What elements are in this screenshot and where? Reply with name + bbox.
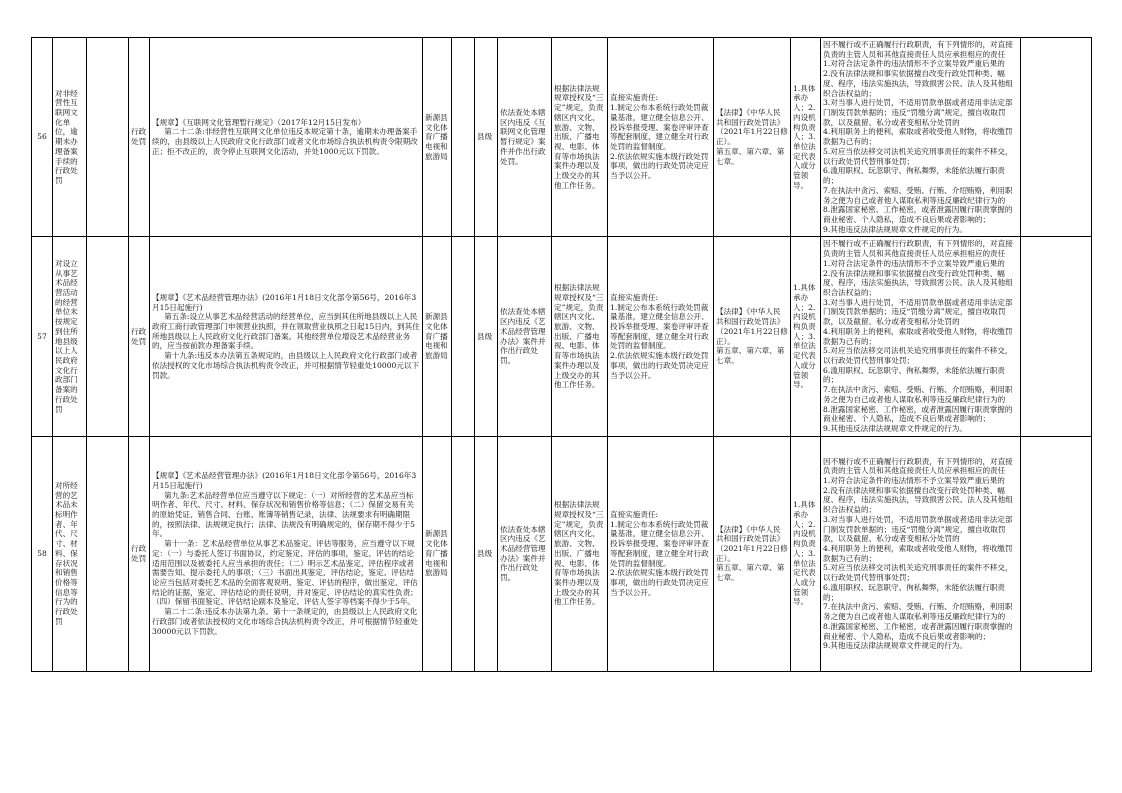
accountability-cases xyxy=(821,237,1021,436)
blank-cell xyxy=(452,38,475,237)
accountability-item: 6.滥用职权、玩忽职守、徇私舞弊，未能依法履行职责的； xyxy=(823,166,1005,186)
item-type: 行政处罚 xyxy=(129,237,150,436)
legal-basis xyxy=(150,237,423,436)
item-name: 对设立从事艺术品经营活动的经营单位未按规定到住所地县级以上人民政府文化行政部门备案的行政处罚 xyxy=(53,237,87,436)
implementing-dept: 新源县文化体育广播电视和旅游局 xyxy=(423,436,452,671)
accountability-item: 7.在执法中贪污、索赔、受贿、行贿、介绍贿赂，利用职务之便为自己或者他人谋取私利等违反廉政纪律行为的 xyxy=(823,385,1013,404)
accountability-item: 7.在执法中贪污、索赔、受贿、行贿、介绍贿赂，利用职务之便为自己或者他人谋取私利等违反廉政纪律行为的 xyxy=(823,602,1013,622)
accountability-item: 8.泄露国家秘密、工作秘密，或者泄露因履行职责掌握的商业秘密、个人隐私，造成不良后果或者影响的； xyxy=(823,621,1013,641)
empty-cell xyxy=(1021,237,1092,436)
responsibility-matter: 依法查处本辖区内违反《互联网文化管理暂行规定》案件并作出行政处罚。 xyxy=(498,38,552,237)
empty-cell xyxy=(1021,436,1092,671)
blank-cell xyxy=(452,237,475,436)
accountability-item: 3.对当事人进行处罚，不适用罚款单据或者适用非法定部门制发罚款单据的；违反“罚缴分离”规定，擅自收取罚款，以及截留、私分或者变相私分处罚的 xyxy=(823,297,1013,327)
accountability-item: 6.滥用职权、玩忽职守、徇私舞弊，未能依法履行职责的； xyxy=(823,365,1005,385)
implementing-dept: 新源县文化体育广播电视和旅游局 xyxy=(423,237,452,436)
item-name: 对所经营的艺术品未标明作者、年代、尺寸、材料、保存状况和销售价格等信息等行为的行政处罚 xyxy=(53,436,87,671)
accountability-item: 1.对符合法定条件的违法情形不予立案导致严重后果的 xyxy=(823,476,1005,485)
accountability-item: 5.对应当依法移交司法机关追究刑事责任的案件不移交，以行政处罚代替刑事处罚； xyxy=(823,346,1013,365)
accountability-item: 1.对符合法定条件的违法情形不予立案导致严重后果的 xyxy=(823,59,1005,69)
accountability-item: 2.没有法律法规和事实依据擅自改变行政处罚种类、幅度、程序，违法实施执法，导致损害公民、法人及其他组织合法权益的； xyxy=(823,485,1013,515)
implementation-duty: 直接实施责任: 1.制定公布本系统行政处罚裁量基准，建立健全信息公开、投诉举报受理、案卷评审评查等配套制度，建立健全对行政处罚的监督制度。 2.依法依规实施本级行政处罚事项，做出的行政处罚决定应当予以公开。 xyxy=(608,436,714,671)
sub-item xyxy=(87,237,129,436)
row-seq: 56 xyxy=(32,38,53,237)
accountability-item: 8.泄露国家秘密、工作秘密，或者泄露因履行职责掌握的商业秘密、个人隐私，造成不良后果或者影响的； xyxy=(823,205,1013,224)
basis-paragraph: 【规章】《艺术品经营管理办法》(2016年1月18日文化部令第56号，2016年3月15日起施行) xyxy=(152,471,417,490)
table-row xyxy=(32,237,1092,436)
accountability-item: 7.在执法中贪污、索赔、受贿、行贿、介绍贿赂，利用职务之便为自己或者他人谋取私利等违反廉政纪律行为的 xyxy=(823,185,1013,205)
duty-basis: 根据法律法规规章授权及“三定”规定，负责辖区内文化、旅游、文物、出版、广播电视、电影、体育等市场执法案件办理以及上级交办的其他工作任务。 xyxy=(552,436,608,671)
responsibility-matter: 依法查处本辖区内违反《艺术品经营管理办法》案件并作出行政处罚。 xyxy=(498,237,552,436)
accountability-item: 5.对应当依法移交司法机关追究刑事责任的案件不移交，以行政处罚代替刑事处罚； xyxy=(823,563,1013,583)
accountability-item: 4.利用职务上的便利，索取或者收受他人财物，将收缴罚款据为己有的； xyxy=(823,326,1013,346)
accountability-item: 因不履行或不正确履行行政职责，有下列情形的，对直接负责的主管人员和其他直接责任人员应承担相应的责任 xyxy=(823,239,1013,259)
power-list-table xyxy=(31,37,1092,672)
accountability-item: 8.泄露国家秘密、工作秘密，或者泄露因履行职责掌握的商业秘密、个人隐私，造成不良后果或者影响的； xyxy=(823,404,1013,424)
sub-item xyxy=(87,436,129,671)
legal-basis xyxy=(150,436,423,671)
row-seq: 58 xyxy=(32,436,53,671)
law-reference: 【法律】《中华人民共和国行政处罚法》（2021年1月22日修正）。 第五章、第六章、第七章。 xyxy=(714,38,791,237)
implementing-dept: 新源县文化体育广播电视和旅游局 xyxy=(423,38,452,237)
basis-paragraph: 第二十二条:违反本办法第九条、第十一条规定的，由县级以上人民政府文化行政部门或者依法授权的文化市场综合执法机构责令改正，并可根据情节轻重处30000元以下罚款。 xyxy=(152,607,418,636)
basis-paragraph: 【规章】《艺术品经营管理办法》(2016年1月18日文化部令第56号，2016年3月15日起施行) xyxy=(152,292,417,312)
admin-level: 县级 xyxy=(475,436,498,671)
implementation-duty: 直接实施责任: 1.制定公布本系统行政处罚裁量基准，建立健全信息公开、投诉举报受理、案卷评审评查等配套制度，建立健全对行政处罚的监督制度。 2.依法依规实施本级行政处罚事项，做出的行政处罚决定应当予以公开。 xyxy=(608,237,714,436)
accountability-cases xyxy=(821,436,1021,671)
blank-cell xyxy=(452,436,475,671)
duty-basis: 根据法律法规规章授权及“三定”规定，负责辖区内文化、旅游、文物、出版、广播电视、电影、体育等市场执法案件办理以及上级交办的其他工作任务。 xyxy=(552,237,608,436)
accountability-item: 5.对应当依法移交司法机关追究刑事责任的案件不移交，以行政处罚代替刑事处罚； xyxy=(823,146,1013,166)
duty-basis: 根据法律法规规章授权及“三定”规定，负责辖区内文化、旅游、文物、出版、广播电视、电影、体育等市场执法案件办理以及上级交办的其他工作任务。 xyxy=(552,38,608,237)
item-name: 对非经营性互联网文化单位，逾期未办理备案手续的行政处罚 xyxy=(53,38,87,237)
basis-paragraph: 第二十二条:非经营性互联网文化单位违反本规定第十条，逾期未办理备案手续的，由县级以上人民政府文化行政部门或者文化市场综合执法机构责令限期改正；拒不改正的，责令停止互联网文化活动，并处1000元以下罚款。 xyxy=(152,127,418,156)
accountability-item: 9.其他违反法律法规规章文件规定的行为。 xyxy=(823,224,967,234)
admin-level: 县级 xyxy=(475,237,498,436)
sub-item xyxy=(87,38,129,237)
accountability-item: 因不履行或不正确履行行政职责，有下列情形的，对直接负责的主管人员和其他直接责任人员应承担相应的责任 xyxy=(823,456,1013,476)
accountability-item: 4.利用职务上的便利，索取或者收受他人财物，将收缴罚款据为己有的； xyxy=(823,544,1013,563)
item-type: 行政处罚 xyxy=(129,436,150,671)
law-reference: 【法律】《中华人民共和国行政处罚法》（2021年1月22日修正）。 第五章、第六章、第七章。 xyxy=(714,436,791,671)
basis-paragraph: 第九条:艺术品经营单位应当遵守以下规定：（一）对所经营的艺术品应当标明作者、年代、尺寸、材料、保存状况和销售价格等信息；（二）保留交易有关的原始凭证、销售合同、台账、账簿等销售记录，法律、法规要求有明确期限的，按照法律、法规规定执行；法律、法规没有明确规定的，保存期不得少于5年。 xyxy=(152,490,416,539)
responsible-parties: 1.具体承办人；2.内设机构负责人；3.单位法定代表人或分管领导。 xyxy=(791,38,821,237)
legal-basis xyxy=(150,38,423,237)
accountability-item: 9.其他违反法律法规规章文件规定的行为。 xyxy=(823,641,967,651)
accountability-item: 2.没有法律法规和事实依据擅自改变行政处罚种类、幅度、程序，违法实施执法，导致损害公民、法人及其他组织合法权益的； xyxy=(823,69,1013,98)
accountability-item: 3.对当事人进行处罚，不适用罚款单据或者适用非法定部门制发罚款单据的；违反“罚缴分离”规定，擅自收取罚款，以及截留、私分或者变相私分处罚的 xyxy=(823,98,1013,127)
accountability-item: 2.没有法律法规和事实依据擅自改变行政处罚种类、幅度、程序，违法实施执法，导致损害公民、法人及其他组织合法权益的； xyxy=(823,268,1013,297)
table-body xyxy=(32,38,1092,672)
item-type: 行政处罚 xyxy=(129,38,150,237)
responsibility-matter: 依法查处本辖区内违反《艺术品经营管理办法》案件并作出行政处罚。 xyxy=(498,436,552,671)
responsible-parties: 1.具体承办人；2.内设机构负责人；3.单位法定代表人或分管领导。 xyxy=(791,436,821,671)
row-seq: 57 xyxy=(32,237,53,436)
implementation-duty: 直接实施责任: 1.制定公布本系统行政处罚裁量基准，建立健全信息公开、投诉举报受理、案卷评审评查等配套制度，建立健全对行政处罚的监督制度。 2.依法依规实施本级行政处罚事项，做出的行政处罚决定应当予以公开。 xyxy=(608,38,714,237)
accountability-cases xyxy=(821,38,1021,237)
accountability-item: 9.其他违反法律法规规章文件规定的行为。 xyxy=(823,424,967,434)
table-row xyxy=(32,38,1092,237)
empty-cell xyxy=(1021,38,1092,237)
accountability-item: 1.对符合法定条件的违法情形不予立案导致严重后果的 xyxy=(823,258,1005,268)
accountability-item: 因不履行或不正确履行行政职责，有下列情形的，对直接负责的主管人员和其他直接责任人员应承担相应的责任 xyxy=(823,40,1013,59)
responsible-parties: 1.具体承办人；2.内设机构负责人；3.单位法定代表人或分管领导。 xyxy=(791,237,821,436)
accountability-item: 3.对当事人进行处罚，不适用罚款单据或者适用非法定部门制发罚款单据的；违反“罚缴分离”规定，擅自收取罚款，以及截留、私分或者变相私分处罚的 xyxy=(823,514,1013,544)
basis-paragraph: 【规章】《互联网文化管理暂行规定》（2017年12月15日发布） xyxy=(152,117,366,127)
accountability-item: 6.滥用职权、玩忽职守、徇私舞弊，未能依法履行职责的； xyxy=(823,582,1005,602)
accountability-item: 4.利用职务上的便利，索取或者收受他人财物，将收缴罚款据为己有的； xyxy=(823,127,1013,147)
basis-paragraph: 第十一条：艺术品经营单位从事艺术品鉴定、评估等服务，应当遵守以下规定：（一）与委托人签订书面协议，约定鉴定、评估的事项，鉴定、评估的结论适用范围以及被委托人应当承担的责任；（二）明示艺术品鉴定、评估程序或者需要告知、提示委托人的事项；（三）书面出具鉴定、评估结论，鉴定、评估结论应当包括对委托艺术品的全面客观说明、鉴定、评估的程序，做出鉴定、评估结论的证据，鉴定、评估结论的责任说明，并对鉴定、评估结论的真实性负责；（四）保留书面鉴定、评估结论副本及鉴定、评估人签字等档案不得少于5年。 xyxy=(152,539,418,607)
law-reference: 【法律】《中华人民共和国行政处罚法》（2021年1月22日修正）。 第五章、第六章、第七章。 xyxy=(714,237,791,436)
basis-paragraph: 第十九条:违反本办法第五条规定的，由县级以上人民政府文化行政部门或者依法授权的文化市场综合执法机构责令改正，并可根据情节轻重处10000元以下罚款。 xyxy=(152,351,420,380)
table-row xyxy=(32,436,1092,671)
basis-paragraph: 第五条:设立从事艺术品经营活动的经营单位，应当到其住所地县级以上人民政府工商行政管理部门申领营业执照，并在领取营业执照之日起15日内，到其住所地县级以上人民政府文化行政部门备案。其他经营单位增设艺术品经营业务的，应当按前款办理备案手续。 xyxy=(152,312,420,351)
admin-level: 县级 xyxy=(475,38,498,237)
